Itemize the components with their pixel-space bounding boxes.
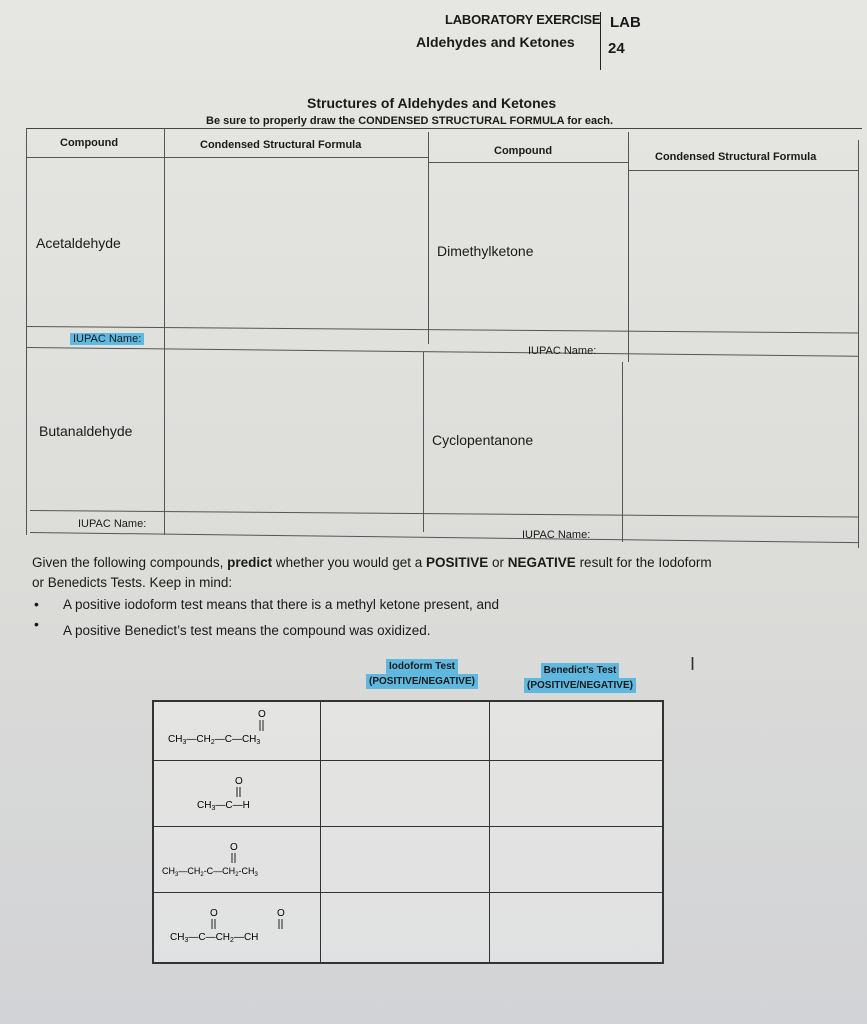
- benedicts-answer-cell[interactable]: [491, 894, 661, 962]
- compound-dimethylketone: Dimethylketone: [437, 243, 534, 259]
- bullet-benedicts: A positive Benedict’s test means the compound was oxidized.: [63, 623, 431, 638]
- compound-acetaldehyde: Acetaldehyde: [36, 235, 121, 251]
- structure-3-pentanone: [162, 838, 322, 886]
- grid-line: [489, 702, 490, 962]
- instruction-text: whether you would get a: [272, 555, 426, 570]
- benedicts-answer-cell[interactable]: [491, 828, 661, 891]
- grid-line: [428, 132, 429, 344]
- compound-butanaldehyde: Butanaldehyde: [39, 423, 133, 439]
- grid-line: [858, 140, 859, 548]
- page-title: Aldehydes and Ketones: [416, 34, 575, 50]
- text-cursor-icon: I: [690, 654, 696, 674]
- instruction-bold-positive: POSITIVE: [426, 555, 489, 570]
- iodoform-subtitle: (POSITIVE/NEGATIVE): [366, 674, 478, 689]
- structure-drawing: [162, 838, 322, 883]
- grid-line: [154, 826, 662, 827]
- grid-line: [26, 157, 428, 158]
- instruction-bold-predict: predict: [227, 555, 273, 570]
- compound-cyclopentanone: Cyclopentanone: [432, 432, 534, 448]
- grid-line: [164, 128, 165, 535]
- iupac-label-dimethylketone: IUPAC Name:: [528, 345, 597, 357]
- benedicts-answer-cell[interactable]: [491, 762, 661, 825]
- lab-label: LAB: [610, 14, 641, 31]
- structure-drawing: [170, 904, 310, 949]
- instruction-text: or: [488, 555, 508, 570]
- col-header-formula-left: Condensed Structural Formula: [200, 139, 362, 151]
- structure-drawing: [168, 704, 318, 754]
- iodoform-answer-cell[interactable]: [322, 702, 488, 759]
- instruction-bold-negative: NEGATIVE: [507, 555, 576, 570]
- grid-line: [320, 702, 321, 962]
- grid-line: [428, 162, 628, 163]
- section-title: Structures of Aldehydes and Ketones: [307, 95, 557, 111]
- instruction-text: result for the Iodoform: [575, 555, 712, 570]
- instruction-line-1: [32, 555, 862, 570]
- oxygen-label: O: [277, 908, 285, 919]
- grid-line: [628, 170, 858, 171]
- iodoform-title: Iodoform Test: [386, 659, 458, 674]
- structure-3-oxobutanal: [170, 904, 310, 952]
- svg-text:CH3—CH2—C—CH3: $CH_3—CH_2—C—CH_3$: [168, 734, 261, 746]
- oxygen-label: O: [235, 776, 243, 787]
- bullet-iodoform: A positive iodoform test means that there is a methyl ketone present, and: [63, 597, 499, 612]
- col-header-iodoform: [352, 659, 492, 689]
- grid-line: [154, 892, 662, 893]
- lab-number: 24: [608, 40, 625, 57]
- col-header-benedicts: [505, 663, 655, 693]
- iupac-label-acetaldehyde: [70, 333, 144, 345]
- col-header-formula-right: Condensed Structural Formula: [655, 151, 817, 163]
- benedicts-subtitle: (POSITIVE/NEGATIVE): [524, 678, 636, 693]
- iodoform-answer-cell[interactable]: [322, 828, 488, 891]
- iupac-label-butanaldehyde: IUPAC Name:: [78, 518, 147, 530]
- grid-line: [628, 132, 629, 362]
- iodoform-answer-cell[interactable]: [322, 894, 488, 962]
- structure-drawing: [197, 772, 297, 817]
- header-divider: [600, 12, 601, 70]
- structures-table: [26, 128, 862, 549]
- benedicts-title: Benedict’s Test: [541, 663, 620, 678]
- iupac-label-cyclopentanone: IUPAC Name:: [522, 529, 591, 541]
- iupac-label-text: IUPAC Name:: [70, 333, 144, 345]
- svg-text:CH3—C—CH2—CH: $CH_3—C—CH_2—CH$: [170, 932, 259, 944]
- oxygen-label: O: [230, 842, 238, 853]
- grid-line: [154, 760, 662, 761]
- bullet-dot: •: [34, 596, 39, 612]
- instruction-line-2: or Benedicts Tests. Keep in mind:: [32, 575, 233, 590]
- svg-text:CH3—CH2-C—CH2-CH3: $CH_3—CH_2-C—CH_2-CH_3$: [162, 866, 258, 878]
- structure-butanone: [168, 704, 318, 757]
- grid-line: [26, 128, 27, 535]
- col-header-compound-right: Compound: [494, 145, 553, 157]
- instruction-text: Given the following compounds,: [32, 555, 228, 570]
- oxygen-label: O: [210, 908, 218, 919]
- svg-text:CH3—C—H: $CH_3—C—H$: [197, 800, 250, 812]
- benedicts-answer-cell[interactable]: [491, 702, 661, 759]
- bullet-dot: •: [34, 616, 39, 632]
- structure-acetaldehyde: [197, 772, 297, 820]
- section-instruction: Be sure to properly draw the CONDENSED STRUCTURAL FORMULA for each.: [206, 115, 614, 127]
- exercise-label: LABORATORY EXERCISE: [445, 12, 601, 27]
- iodoform-answer-cell[interactable]: [322, 762, 488, 825]
- grid-line: [423, 352, 424, 532]
- oxygen-label: O: [258, 709, 266, 720]
- col-header-compound-left: Compound: [60, 137, 119, 149]
